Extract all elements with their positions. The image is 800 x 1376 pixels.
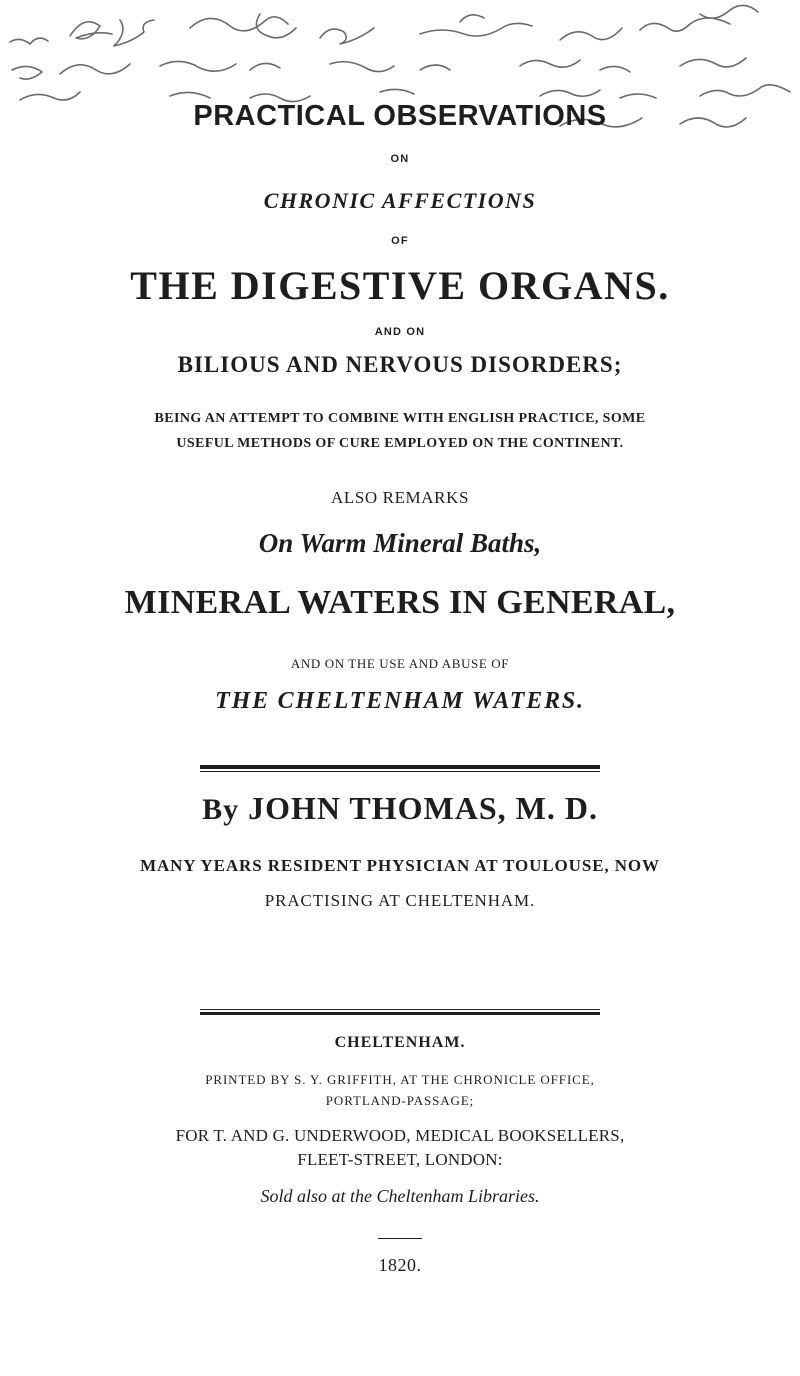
mineral-waters-general: MINERAL WATERS IN GENERAL, [124,584,676,621]
bleed-stroke [114,20,154,46]
author-by: By [202,793,240,826]
bleed-stroke [320,28,374,44]
bleed-stroke [250,63,280,70]
description-line-2: USEFUL METHODS OF CURE EMPLOYED ON THE CONTINENT. [176,436,624,451]
author-practising-line: PRACTISING AT CHELTENHAM. [264,891,536,910]
author-name: JOHN THOMAS, M. D. [248,790,598,826]
imprint-year: 1820. [378,1255,422,1275]
bleed-stroke [170,92,210,98]
subtitle-bilious-nervous: BILIOUS AND NERVOUS DISORDERS; [177,352,623,377]
bleed-stroke [10,38,48,44]
subtitle-and-on: AND ON [374,326,426,338]
bleed-stroke [700,85,790,96]
warm-mineral-baths: On Warm Mineral Baths, [258,528,542,558]
bleed-stroke [160,61,236,71]
description-line-1: BEING AN ATTEMPT TO COMBINE WITH ENGLISH PRACTICE, SOME [154,411,646,426]
imprint-place: CHELTENHAM. [334,1034,466,1051]
bleed-stroke [540,90,600,96]
imprint-sold-also: Sold also at the Cheltenham Libraries. [260,1186,540,1206]
imprint-bookseller-line-2: FLEET-STREET, LONDON: [297,1150,503,1169]
main-title: PRACTICAL OBSERVATIONS [193,100,607,132]
bleed-stroke [420,23,532,36]
bleed-stroke [20,92,80,100]
double-rule-top-thick [200,765,600,769]
bleed-stroke [380,89,414,94]
bleed-stroke [520,60,580,67]
bleed-stroke [640,18,730,31]
double-rule-bottom-thin [200,1009,600,1010]
bleed-stroke [330,62,394,72]
author-line [0,790,800,827]
author-resident-line: MANY YEARS RESIDENT PHYSICIAN AT TOULOUSE, NOW [140,856,660,875]
subtitle-chronic-affections: CHRONIC AFFECTIONS [263,188,537,213]
bleed-stroke [680,58,746,67]
imprint-printer-line-2: PORTLAND-PASSAGE; [325,1093,475,1108]
bleed-stroke [70,22,112,39]
use-and-abuse: AND ON THE USE AND ABUSE OF [290,656,510,671]
cheltenham-waters: THE CHELTENHAM WATERS. [215,688,585,714]
imprint-bookseller-line-1: FOR T. AND G. UNDERWOOD, MEDICAL BOOKSELLERS, [175,1126,625,1145]
bleed-stroke [600,66,630,72]
bleed-stroke [620,94,656,98]
also-remarks: ALSO REMARKS [330,488,470,507]
short-rule [378,1238,422,1239]
double-rule-bottom-thick [200,1012,600,1015]
bleed-stroke [560,28,622,40]
bleed-stroke [12,66,42,79]
bleed-stroke [60,64,130,74]
bleed-stroke [420,65,450,70]
subtitle-digestive-organs: THE DIGESTIVE ORGANS. [130,263,670,308]
bleed-stroke [700,5,758,18]
bleed-stroke [460,15,484,22]
imprint-printer-line-1: PRINTED BY S. Y. GRIFFITH, AT THE CHRONICLE OFFICE, [205,1072,595,1087]
bleed-stroke [190,17,288,31]
double-rule-top-thin [200,771,600,772]
subtitle-on: ON [390,153,410,165]
subtitle-of: OF [391,235,409,247]
